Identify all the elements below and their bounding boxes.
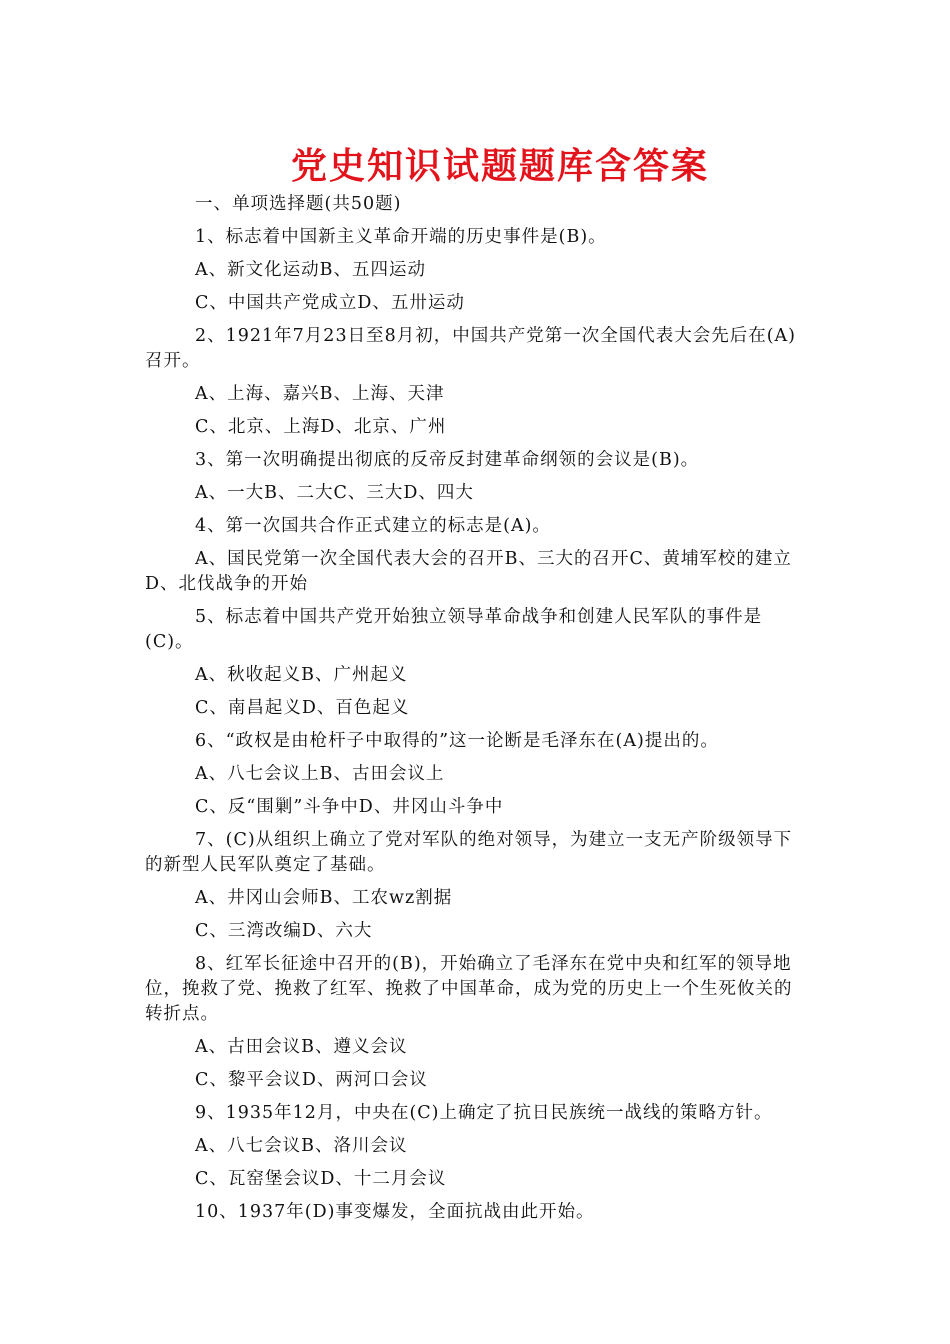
question-8-options-ab: A、古田会议B、遵义会议 <box>195 1037 408 1057</box>
document-title: 党史知识试题题库含答案 <box>290 145 709 187</box>
question-6: 6、“政权是由枪杆子中取得的”这一论断是毛泽东在(A)提出的。 <box>195 731 719 751</box>
document-body <box>145 192 810 1233</box>
question-8: 8、红军长征途中召开的(B)，开始确立了毛泽东在党中央和红军的领导地位，挽救了党、挽救了红军、挽救了中国革命，成为党的历史上一个生死攸关的转折点。 <box>145 954 793 1024</box>
question-3: 3、第一次明确提出彻底的反帝反封建革命纲领的会议是(B)。 <box>195 450 700 470</box>
question-2-options-ab: A、上海、嘉兴B、上海、天津 <box>195 384 445 404</box>
question-6-options-ab: A、八七会议上B、古田会议上 <box>195 764 445 784</box>
question-2-options-cd: C、北京、上海D、北京、广州 <box>195 417 447 437</box>
question-4: 4、第一次国共合作正式建立的标志是(A)。 <box>195 516 551 536</box>
section-heading: 一、单项选择题(共50题) <box>195 194 402 214</box>
question-9: 9、1935年12月，中央在(C)上确定了抗日民族统一战线的策略方针。 <box>195 1103 773 1123</box>
question-5: 5、标志着中国共产党开始独立领导革命战争和创建人民军队的事件是(C)。 <box>145 607 763 652</box>
question-7-options-cd: C、三湾改编D、六大 <box>195 921 373 941</box>
question-8-options-cd: C、黎平会议D、两河口会议 <box>195 1070 428 1090</box>
question-10: 10、1937年(D)事变爆发，全面抗战由此开始。 <box>195 1202 595 1222</box>
question-1-options-cd: C、中国共产党成立D、五卅运动 <box>195 293 465 313</box>
question-1-options-ab: A、新文化运动B、五四运动 <box>195 260 426 280</box>
question-2: 2、1921年7月23日至8月初，中国共产党第一次全国代表大会先后在(A)召开。 <box>145 326 796 371</box>
question-7: 7、(C)从组织上确立了党对军队的绝对领导，为建立一支无产阶级领导下的新型人民军队奠定了基础。 <box>145 830 793 875</box>
question-5-options-ab: A、秋收起义B、广州起义 <box>195 665 408 685</box>
question-7-options-ab: A、井冈山会师B、工农wz割据 <box>195 888 453 908</box>
question-3-options: A、一大B、二大C、三大D、四大 <box>195 483 474 503</box>
question-6-options-cd: C、反“围剿”斗争中D、井冈山斗争中 <box>195 797 504 817</box>
question-5-options-cd: C、南昌起义D、百色起义 <box>195 698 410 718</box>
question-9-options-ab: A、八七会议B、洛川会议 <box>195 1136 408 1156</box>
question-4-options: A、国民党第一次全国代表大会的召开B、三大的召开C、黄埔军校的建立D、北伐战争的开始 <box>145 549 792 594</box>
question-1: 1、标志着中国新主义革命开端的历史事件是(B)。 <box>195 227 607 247</box>
question-9-options-cd: C、瓦窑堡会议D、十二月会议 <box>195 1169 447 1189</box>
